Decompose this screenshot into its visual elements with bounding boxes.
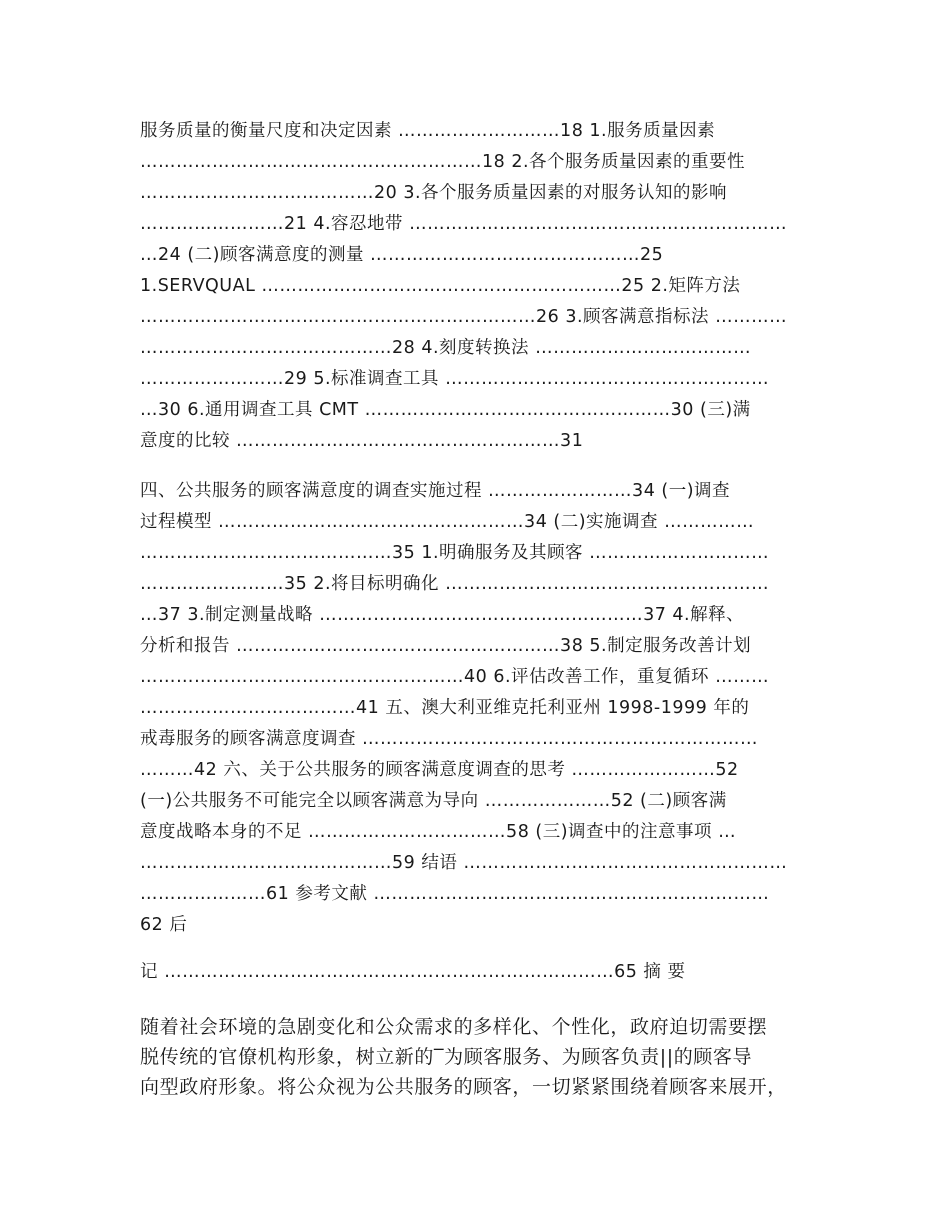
toc-line: ……………………………………35 1.明确服务及其顾客 ………………………… [140, 543, 770, 563]
toc-line: ……………………………………28 4.刻度转换法 ……………………………… [140, 338, 752, 358]
toc-line: …30 6.通用调查工具 CMT ……………………………………………30 (三)满 [140, 400, 751, 420]
toc-line: 分析和报告 ………………………………………………38 5.制定服务改善计划 [140, 636, 752, 656]
toc-line: …………………………………………………18 2.各个服务质量因素的重要性 [140, 152, 746, 172]
abstract-paragraph [140, 1012, 820, 1102]
toc-block-3 [140, 957, 820, 988]
toc-line: (一)公共服务不可能完全以顾客满意为导向 …………………52 (二)顾客满 [140, 791, 727, 811]
toc-line: 四、公共服务的顾客满意度的调查实施过程 ……………………34 (一)调查 [140, 481, 731, 501]
toc-line: …………………61 参考文献 ………………………………………………………… [140, 884, 770, 904]
abstract-line: 向型政府形象。将公众视为公共服务的顾客，一切紧紧围绕着顾客来展开， [140, 1076, 787, 1098]
toc-line: ……………………………………59 结语 ……………………………………………… [140, 853, 788, 873]
toc-block-1 [140, 116, 820, 457]
toc-line: 1.SERVQUAL ……………………………………………………25 2.矩阵方法 [140, 276, 741, 296]
abstract-line: 脱传统的官僚机构形象，树立新的‾为顾客服务、为顾客负责||的顾客导 [140, 1046, 753, 1068]
toc-line: 62 后 [140, 915, 188, 935]
toc-line: 记 …………………………………………………………………65 摘 要 [140, 962, 686, 982]
toc-line: 过程模型 ……………………………………………34 (二)实施调查 …………… [140, 512, 755, 532]
toc-line: …24 (二)顾客满意度的测量 ………………………………………25 [140, 245, 664, 265]
toc-line: 意度战略本身的不足 ……………………………58 (三)调查中的注意事项 … [140, 822, 737, 842]
toc-line: …37 3.制定测量战略 ………………………………………………37 4.解释、 [140, 605, 745, 625]
toc-line: 意度的比较 ………………………………………………31 [140, 431, 584, 451]
toc-line: ……………………29 5.标准调查工具 ……………………………………………… [140, 369, 770, 389]
toc-line: …………………………………20 3.各个服务质量因素的对服务认知的影响 [140, 183, 728, 203]
toc-line: ………………………………………………40 6.评估改善工作，重复循环 ……… [140, 667, 770, 687]
toc-line: ……………………35 2.将目标明确化 ……………………………………………… [140, 574, 770, 594]
toc-block-2 [140, 476, 820, 941]
toc-line: 戒毒服务的顾客满意度调查 ………………………………………………………… [140, 729, 759, 749]
abstract-line: 随着社会环境的急剧变化和公众需求的多样化、个性化，政府迫切需要摆 [140, 1016, 768, 1038]
toc-line: ………………………………41 五、澳大利亚维克托利亚州 1998-1999 年的 [140, 698, 750, 718]
toc-line: ………42 六、关于公共服务的顾客满意度调查的思考 ……………………52 [140, 760, 739, 780]
toc-line: 服务质量的衡量尺度和决定因素 ………………………18 1.服务质量因素 [140, 121, 716, 141]
toc-line: ……………………21 4.容忍地带 ……………………………………………………… [140, 214, 788, 234]
toc-line: …………………………………………………………26 3.顾客满意指标法 ………… [140, 307, 788, 327]
